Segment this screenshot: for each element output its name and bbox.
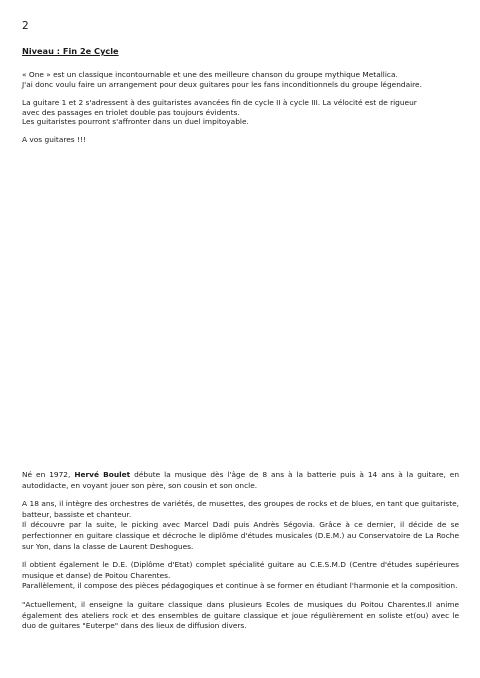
bio-p1-before: Né en 1972, — [22, 470, 75, 479]
biography-section — [22, 470, 459, 640]
bio-paragraph-2 — [22, 499, 459, 552]
details-paragraph — [22, 98, 462, 126]
bio-paragraph-4: "Actuellement, il enseigne la guitare classique dans plusieurs Ecoles de musiques du Poitou Charentes.Il anime également des ateliers rock et des ensembles de guitare classique et joue régulièrement en soliste et(ou) avec le duo de guitares "Euterpe" dans des lieux de diffusion divers. — [22, 599, 459, 631]
details-line-2: avec des passages en triolet double pas toujours évidents. — [22, 107, 240, 117]
author-name: Hervé Boulet — [74, 470, 131, 479]
details-line-1: La guitare 1 et 2 s'adressent à des guitaristes avancées fin de cycle II à cycle III. La vélocité est de rigueur — [22, 98, 417, 108]
bio-p3-a: Il obtient également le D.E. (Diplôme d'Etat) complet spécialité guitare au C.E.S.M.D (Centre d'études supérieures musique et danse) de Poitou Charentes. — [22, 560, 459, 580]
level-heading: Niveau : Fin 2e Cycle — [22, 46, 119, 56]
bio-paragraph-1 — [22, 470, 459, 491]
bio-p1-after: débute la musique dès l'âge de 8 ans à la batterie puis à 14 ans à la guitare, en autodidacte, en voyant jouer son père, son cousin et son oncle. — [22, 470, 460, 490]
bio-p2-b: Il découvre par la suite, le picking avec Marcel Dadi puis Andrès Ségovia. Grâce à ce dernier, il décide de se perfectionner en guitare classique et décroche le diplôme d'études musicales (D.E.M.) au Conservatoire de La Roche sur Yon, dans la classe de Laurent Deshogues. — [22, 520, 459, 551]
closing-line: A vos guitares !!! — [22, 135, 86, 145]
bio-p2-a: A 18 ans, il intègre des orchestres de variétés, de musettes, des groupes de rocks et de blues, en tant que guitariste, batteur, bassiste et chanteur. — [22, 499, 459, 519]
details-line-3: Les guitaristes pourront s'affronter dans un duel impitoyable. — [22, 117, 249, 127]
intro-line-2: J'ai donc voulu faire un arrangement pour deux guitares pour les fans inconditionnels du groupe légendaire. — [22, 79, 422, 89]
bio-p3-b: Parallèlement, il compose des pièces pédagogiques et continue à se former en étudiant l'harmonie et la composition. — [22, 581, 458, 591]
intro-line-1: « One » est un classique incontournable et une des meilleure chanson du groupe mythique Metallica. — [22, 70, 398, 80]
bio-paragraph-3 — [22, 560, 459, 592]
intro-paragraph — [22, 70, 462, 89]
description-section — [22, 47, 462, 154]
page-number: 2 — [22, 20, 29, 32]
